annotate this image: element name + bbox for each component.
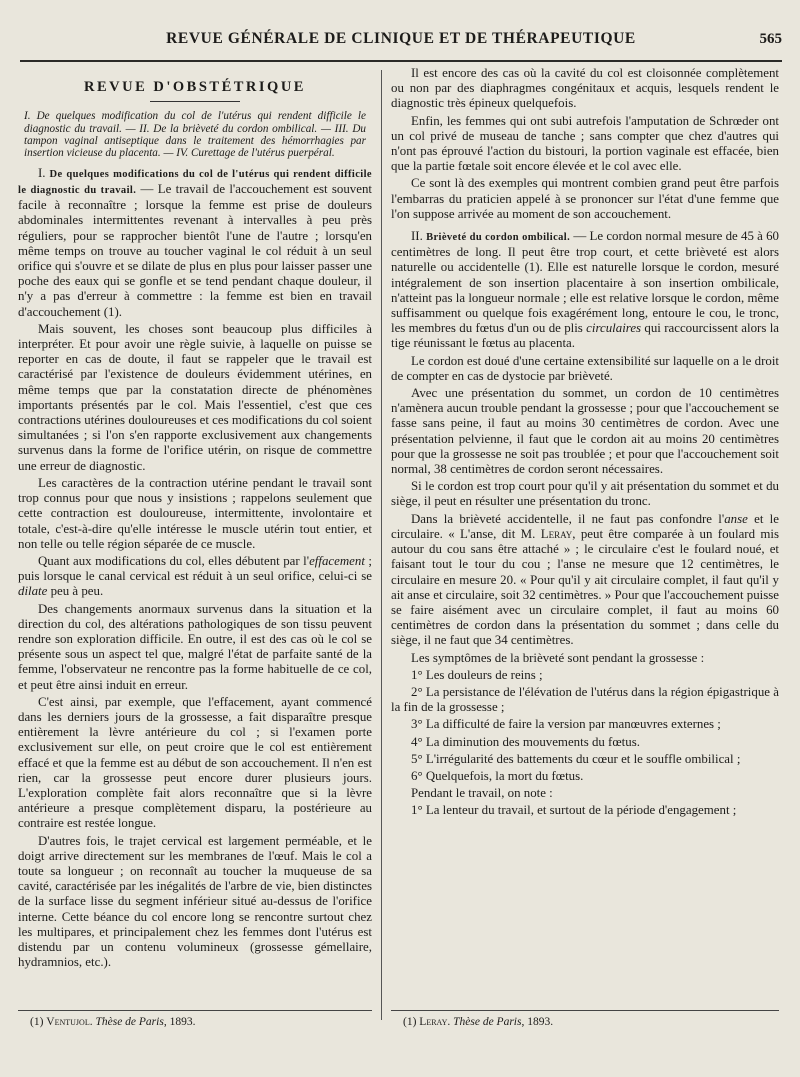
symptom-item: 1° Les douleurs de reins ; xyxy=(411,667,543,682)
symptom-item: 2° La persistance de l'élévation de l'utérus dans la région épigastrique à la fin de la grossesse ; xyxy=(391,684,779,715)
subsection-heading: De quelques modifications du col de l'utérus qui rendent difficile le diagnostic du travail. xyxy=(18,168,372,197)
footnote-year: , 1893. xyxy=(521,1016,554,1028)
paragraph-r1: Il est encore des cas où la cavité du col est cloisonnée complètement ou non par des diaphragmes congénitaux et acquis, lesquels rendent le diagnostic très épineux quelquefois. xyxy=(391,66,779,111)
labor-symptom-item: 1° La lenteur du travail, et surtout de la période d'engagement ; xyxy=(411,803,737,818)
footnote-right xyxy=(403,1016,553,1028)
author-name: Leray xyxy=(540,526,573,541)
column-divider xyxy=(381,70,382,1020)
paragraph-r3: Ce sont là des exemples qui montrent combien grand peut être parfois l'embarras du praticien appelé à se prononcer sur l'état d'une femme que l'on suppose arrivée au moment de son accouchement. xyxy=(391,176,779,221)
paragraph-r5: Le cordon est doué d'une certaine extensibilité sur laquelle on a le droit de compter en cas de dystocie par brièveté. xyxy=(391,353,779,383)
text-run: ; puis lorsque le canal cervical est réduit à un seul orifice, celui-ci se xyxy=(18,553,372,584)
paragraph-r2: Enfin, les femmes qui ont subi autrefois l'amputation de Schrœder ont un col privé de museau de tanche ; sans compter que chez d'autres qui n'ont pas éprouvé l'action du bistouri, la portion vaginale est effacée, bien que la partie fœtale soit encore élevée et le col avec elle. xyxy=(391,113,779,174)
title-rule xyxy=(150,101,240,102)
text-run: Quant aux modifications du col, elles débutent par l' xyxy=(38,553,310,568)
paragraph-1 xyxy=(18,166,372,320)
paragraph-r7: Si le cordon est trop court pour qu'il y ait présentation du sommet et du siège, il peut en résulter une présentation du tronc. xyxy=(391,479,779,509)
right-column xyxy=(391,66,779,819)
paragraph-r8 xyxy=(391,512,779,649)
footnote-author: Ventujol xyxy=(46,1016,90,1028)
journal-title: REVUE GÉNÉRALE DE CLINIQUE ET DE THÉRAPEUTIQUE xyxy=(166,30,636,47)
footnote-number: (1) xyxy=(30,1016,47,1028)
symptom-item: 6° Quelquefois, la mort du fœtus. xyxy=(411,768,584,783)
paragraph-7: D'autres fois, le trajet cervical est largement perméable, et le doigt arrive directement sur les membranes de l'œuf. Mais le col a toute sa longueur ; on reconnaît au toucher la muqueuse de sa cavité, caractérisée par les inégalités de l'arbre de vie, bien distinctes de la surface lisse du segment inférieur situé au-dessus de l'orifice interne. Cette béance du col encore long se rencontre surtout chez les multipares, et principalement chez les femmes dont l'utérus est distendu par un contenu volumineux (grossesse gémellaire, hydramnios, etc.). xyxy=(18,833,372,970)
text-run: Dans la brièveté accidentelle, il ne faut pas confondre l' xyxy=(411,511,725,526)
footnote-year: , 1893. xyxy=(163,1016,196,1028)
symptom-item: 4° La diminution des mouvements du fœtus. xyxy=(411,734,640,749)
symptom-item: 5° L'irrégularité des battements du cœur et le souffle ombilical ; xyxy=(411,751,741,766)
section-title: REVUE D'OBSTÉTRIQUE xyxy=(84,79,306,95)
text-run: . xyxy=(447,1016,454,1028)
header-rule xyxy=(20,60,782,62)
footnote-left xyxy=(30,1016,195,1028)
paragraph-text: — Le travail de l'accouchement est souvent facile à reconnaître ; lorsque la femme est prise de douleurs abdominales intermittentes revenant à intervalles à peu près réguliers, pour se rapprocher bientôt l'une de l'autre ; lorsqu'en même temps on trouve au toucher vaginal le col réduit à un seul orifice qui s'ouvre et se dilate de plus en plus pour laisser passer une poche des eaux qui se gonfle et se tend pendant chaque douleur, il n'y a pas d'erreur à commettre : la femme est bien en travail d'accouchement (1). xyxy=(18,182,372,319)
paragraph-r6: Avec une présentation du sommet, un cordon de 10 centimètres n'amènera aucun trouble pendant la grossesse ; pour que l'accouchement se fasse sans peine, il faut au moins 30 centimètres de cordon. Avec une présentation pelvienne, il faut que le cordon ait au moins 20 centimètres pour que la grossesse ne soit pas troublée ; et pour que l'accouchement soit normal, 38 centimètres de cordon seront nécessaires. xyxy=(391,386,779,477)
symptom-item: 3° La difficulté de faire la version par manœuvres externes ; xyxy=(411,717,721,732)
paragraph-r4 xyxy=(391,229,779,352)
paragraph-number: II. xyxy=(411,229,423,244)
page-number: 565 xyxy=(759,30,782,47)
italic-term: dilate xyxy=(18,584,48,599)
paragraph-r10: Pendant le travail, on note : xyxy=(411,786,553,801)
paragraph-5: Des changements anormaux survenus dans la situation et la direction du col, des altérations pathologiques de son tissu peuvent rendre son exploration difficile. En outre, il est des cas où le col se présente sous un aspect tel que, malgré l'état de parfaite santé de la femme, l'observateur ne rencontre pas la forme habituelle de ce col, et peut être ainsi induit en erreur. xyxy=(18,601,372,692)
text-run: qui raccourcissent alors la tige réunissant le fœtus au placenta. xyxy=(391,321,779,351)
paragraph-r9: Les symptômes de la brièveté sont pendant la grossesse : xyxy=(411,650,705,665)
italic-term: effacement xyxy=(309,553,365,568)
text-run: , peut être comparée à un foulard mis autour du cou sans être attaché » ; le circulaire c'est le foulard noué, et faisant tout le tour du cou ; l'anse ne mesure que 12 centimètres, le circulaire en mesure 20. « Pour qu'il y ait circulaire complet, il faut qu'il y ait anse et circulaire, soit 32 centimètres. » Pour que l'accouchement puisse se faire aisément avec un circulaire complet, il faut au moins 60 centimètres de cordon dans la présentation du sommet ; dans celle du siège, il ne faut que 34 centimètres. xyxy=(391,526,779,648)
text-run: peu à peu. xyxy=(47,584,104,599)
subsection-heading: Brièveté du cordon ombilical. xyxy=(426,232,571,244)
footnote-title: Thèse de Paris xyxy=(95,1016,164,1028)
paragraph-number: I. xyxy=(38,165,46,180)
footnote-rule-right xyxy=(391,1010,779,1011)
footnote-author: Leray xyxy=(419,1016,448,1028)
footnote-rule-left xyxy=(18,1010,372,1011)
running-header xyxy=(20,26,782,52)
paragraph-3: Les caractères de la contraction utérine pendant le travail sont trop connus pour que nous y insistions ; rappelons seulement que cette contraction est douloureuse, intermittente, involontaire et totale, c'est-à-dire qu'elle intéresse le muscle utérin tout entier, et non telle ou telle région séparée de ce muscle. xyxy=(18,475,372,551)
italic-term: circulaires xyxy=(586,321,642,336)
footnote-number: (1) xyxy=(403,1016,420,1028)
italic-term: anse xyxy=(724,511,748,526)
paragraph-6: C'est ainsi, par exemple, que l'effacement, ayant commencé dans les derniers jours de la grossesse, a fait disparaître presque entièrement la lèvre antérieure du col ; si l'examen porte exclusivement sur elle, on peut croire que le col est entièrement effacé et que la femme est au début de son accouchement. Il n'en est rien, car la grossesse peut encore durer plusieurs jours. L'exploration complète fait alors reconnaître que si la lèvre antérieure a presque complètement disparu, la postérieure au contraire est restée longue. xyxy=(18,694,372,831)
left-column xyxy=(18,66,372,970)
section-summary: I. De quelques modification du col de l'utérus qui rendent difficile le diagnostic du travail. — II. De la brièveté du cordon ombilical. — III. Du tampon vaginal antiseptique dans le traitement des hémorrhagies par insertion vicieuse du placenta. — IV. Curettage de l'utérus puerpéral. xyxy=(24,110,366,160)
text-run: et le circulaire. « L'anse, dit M. xyxy=(391,511,779,541)
paragraph-2: Mais souvent, les choses sont beaucoup plus difficiles à interpréter. Et pour avoir une règle suivie, à laquelle on puisse se reporter en cas de doute, il faut se rappeler que le travail est caractérisé par l'existence de douleurs évidemment utérines, en même temps que par la constatation directe de phénomènes importants présentés par le col. Mais l'essentiel, c'est que ces contractions utérines douloureuses et ces modifications du col soient simultanées ; si l'on s'en rapporte exclusivement aux changements survenus dans la forme de l'orifice utérin, on risque de commettre une erreur de diagnostic. xyxy=(18,321,372,473)
paragraph-4 xyxy=(18,554,372,600)
footnote-title: Thèse de Paris xyxy=(453,1016,522,1028)
text-run: . xyxy=(89,1016,96,1028)
text-run: — Le cordon normal mesure de 45 à 60 centimètres de long. Il peut être trop court, et cette brièveté est alors naturelle ou accidentelle (1). Elle est naturelle lorsque le cordon, mesuré intégralement de son insertion placentaire à son insertion ombilicale, n'atteint pas la longueur normale ; elle est relative lorsque le cordon, même suffisamment ou quelque fois exagérément long, entoure le cou, le tronc, les membres du fœtus d'un ou de plis xyxy=(391,229,779,336)
